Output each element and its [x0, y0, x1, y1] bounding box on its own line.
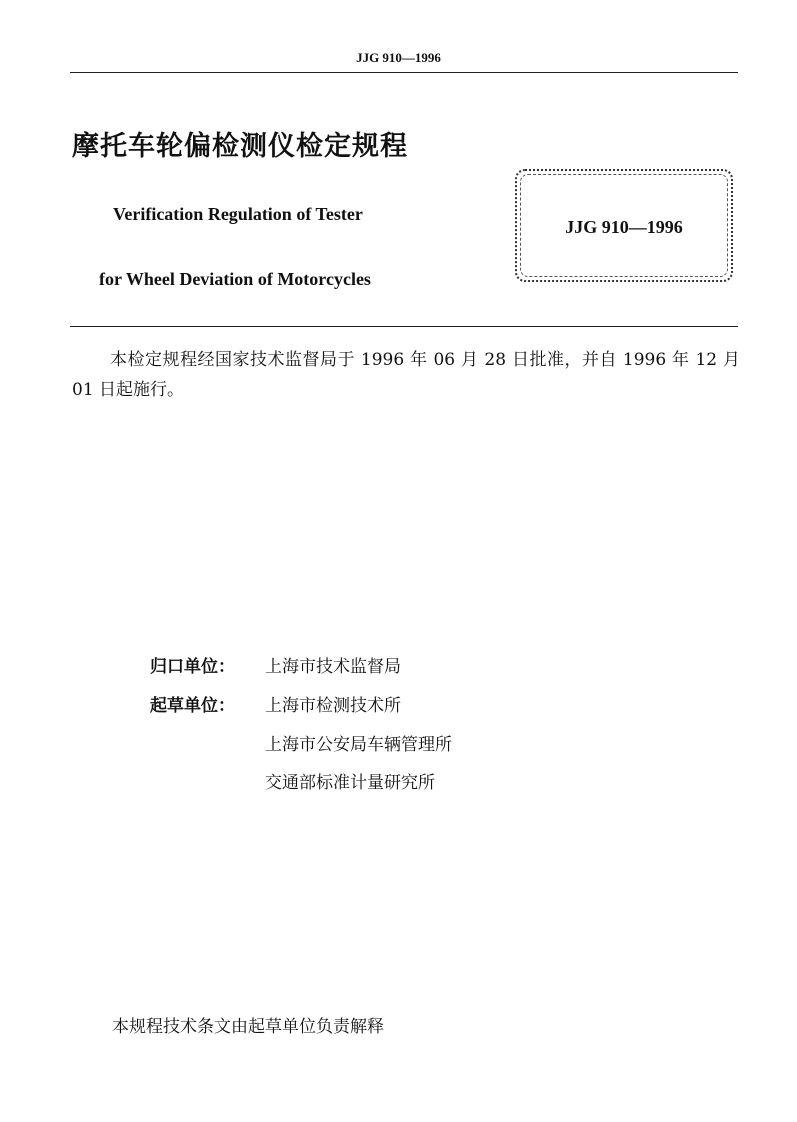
chinese-title: 摩托车轮偏检测仪检定规程 — [72, 131, 408, 162]
header-rule — [70, 72, 738, 73]
approval-statement: 本检定规程经国家技术监督局于 1996 年 06 月 28 日批准，并自 1996 年 12 月 01 日起施行。 — [72, 350, 740, 400]
drafting-unit-3: 交通部标准计量研究所 — [265, 773, 435, 793]
section-rule — [70, 326, 738, 327]
running-header-code: JJG 910—1996 — [356, 50, 441, 65]
responsible-unit-label: 归口单位： — [150, 657, 235, 677]
drafting-unit-label: 起草单位： — [150, 696, 235, 716]
drafting-unit-2: 上海市公安局车辆管理所 — [265, 735, 452, 755]
interpretation-note: 本规程技术条文由起草单位负责解释 — [112, 1017, 384, 1037]
standard-code: JJG 910—1996 — [565, 217, 683, 237]
english-title-line-1: Verification Regulation of Tester — [113, 204, 363, 224]
standard-code-box — [515, 169, 733, 282]
responsible-unit-value: 上海市技术监督局 — [265, 657, 401, 677]
english-title-line-2: for Wheel Deviation of Motorcycles — [99, 269, 371, 289]
drafting-unit-1: 上海市检测技术所 — [265, 696, 401, 716]
